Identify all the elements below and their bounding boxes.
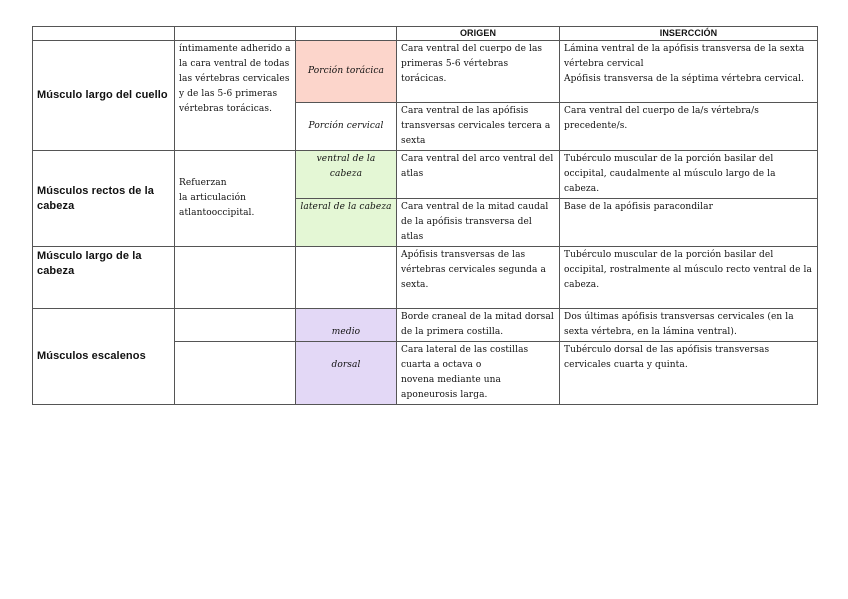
muscle-name-largo-cabeza: Músculo largo de la cabeza	[33, 247, 175, 309]
origen-medio: Borde craneal de la mitad dorsal de la primera costilla.	[397, 309, 560, 342]
origen-largo-cabeza: Apófisis transversas de las vértebras cervicales segunda a sexta.	[397, 247, 560, 309]
insercion-toracica-line-2: Apófisis transversa de la séptima vértebra cervical.	[564, 74, 805, 84]
insercion-lateral-cabeza: Base de la apófisis paracondilar	[560, 199, 818, 247]
description-largo-cuello: íntimamente adherido a la cara ventral de todas las vértebras cervicales y de las 5-6 primeras vértebras torácicas.	[175, 41, 296, 151]
header-empty-part	[296, 27, 397, 41]
insercion-dorsal: Tubérculo dorsal de las apófisis transversas cervicales cuarta y quinta.	[560, 342, 818, 405]
header-row	[33, 27, 818, 41]
origen-lateral-cabeza: Cara ventral de la mitad caudal de la apófisis transversa del atlas	[397, 199, 560, 247]
muscle-name-rectos-cabeza: Músculos rectos de la cabeza	[33, 151, 175, 247]
header-origen: ORIGEN	[397, 27, 560, 41]
description-rectos-cabeza	[175, 151, 296, 247]
origen-cervical: Cara ventral de las apófisis transversas cervicales tercera a sexta	[397, 103, 560, 151]
insercion-cervical: Cara ventral del cuerpo de la/s vértebra/s precedente/s.	[560, 103, 818, 151]
origen-dorsal-line-2: novena mediante una aponeurosis larga.	[401, 375, 501, 400]
description-escalenos-dorsal-empty	[175, 342, 296, 405]
insercion-toracica	[560, 41, 818, 103]
muscle-table	[32, 26, 818, 405]
muscle-name-largo-cuello: Músculo largo del cuello	[33, 41, 175, 151]
document-page	[32, 26, 817, 405]
description-rectos-line-1: Refuerzan	[179, 178, 227, 188]
origen-dorsal	[397, 342, 560, 405]
part-medio: medio	[296, 309, 397, 342]
origen-dorsal-line-1: Cara lateral de las costillas cuarta a octava o	[401, 345, 529, 370]
part-toracica: Porción torácica	[296, 41, 397, 103]
part-largo-cabeza-empty	[296, 247, 397, 309]
header-empty-description	[175, 27, 296, 41]
insercion-largo-cabeza: Tubérculo muscular de la porción basilar del occipital, rostralmente al músculo recto ventral de la cabeza.	[560, 247, 818, 309]
part-ventral-cabeza: ventral de la cabeza	[296, 151, 397, 199]
table-row	[33, 151, 818, 199]
table-row	[33, 247, 818, 309]
insercion-toracica-line-1: Lámina ventral de la apófisis transversa de la sexta vértebra cervical	[564, 44, 805, 69]
part-lateral-cabeza: lateral de la cabeza	[296, 199, 397, 247]
header-insercion: INSERCCIÓN	[560, 27, 818, 41]
description-rectos-line-2: la articulación atlantooccipital.	[179, 193, 255, 218]
muscle-name-escalenos: Músculos escalenos	[33, 309, 175, 405]
part-dorsal: dorsal	[296, 342, 397, 405]
table-row	[33, 309, 818, 342]
part-cervical: Porción cervical	[296, 103, 397, 151]
header-empty-muscle	[33, 27, 175, 41]
insercion-ventral-cabeza: Tubérculo muscular de la porción basilar del occipital, caudalmente al músculo largo de la cabeza.	[560, 151, 818, 199]
origen-toracica: Cara ventral del cuerpo de las primeras 5-6 vértebras torácicas.	[397, 41, 560, 103]
description-largo-cabeza-empty	[175, 247, 296, 309]
description-escalenos-medio-empty	[175, 309, 296, 342]
origen-ventral-cabeza: Cara ventral del arco ventral del atlas	[397, 151, 560, 199]
insercion-medio: Dos últimas apófisis transversas cervicales (en la sexta vértebra, en la lámina ventral).	[560, 309, 818, 342]
table-row	[33, 41, 818, 103]
